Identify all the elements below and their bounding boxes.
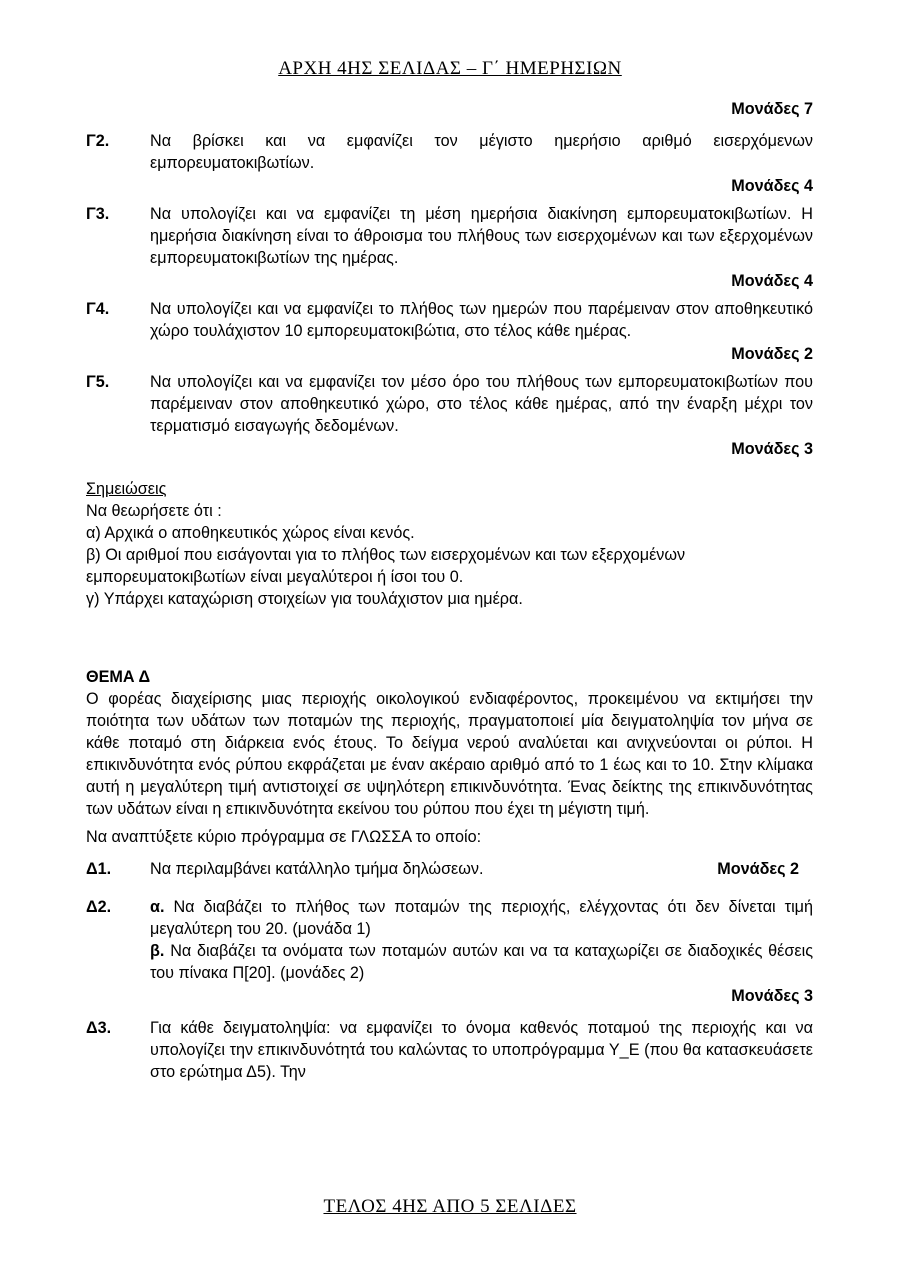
page-header: ΑΡΧΗ 4ΗΣ ΣΕΛΙΔΑΣ – Γ΄ ΗΜΕΡΗΣΙΩΝ — [278, 58, 622, 79]
question-c3 — [86, 203, 813, 269]
theme-d-title: ΘΕΜΑ Δ — [86, 668, 151, 686]
question-c2-label: Γ2. — [86, 132, 110, 150]
note-item: β) Οι αριθμοί που εισάγονται για το πλήθος των εισερχομένων και των εξερχομένων εμπορευματοκιβωτίων είναι μεγαλύτεροι ή ίσοι του 0. — [86, 546, 686, 586]
question-c4-text: Να υπολογίζει και να εμφανίζει το πλήθος των ημερών που παρέμειναν στον αποθηκευτικό χώρο τουλάχιστον 10 εμπορευματοκιβώτια, στο τέλος κάθε ημέρας. — [150, 300, 813, 340]
question-d1 — [86, 858, 813, 880]
theme-d-task: Να αναπτύξετε κύριο πρόγραμμα σε ΓΛΩΣΣΑ το οποίο: — [86, 828, 482, 846]
question-d1-text: Να περιλαμβάνει κατάλληλο τμήμα δηλώσεων. — [150, 860, 484, 878]
page-footer: ΤΕΛΟΣ 4ΗΣ ΑΠΟ 5 ΣΕΛΙΔΕΣ — [323, 1196, 577, 1217]
theme-d-intro: Ο φορέας διαχείρισης μιας περιοχής οικολογικού ενδιαφέροντος, προκειμένου να εκτιμήσει την ποιότητα των υδάτων των ποταμών της περιοχής, πραγματοποιεί μία δειγματοληψία τον μήνα σε κάθε ποταμό στη διάρκεια ενός έτους. Το δείγμα νερού αναλύεται και ανιχνεύονται οι ρύποι. Η επικινδυνότητα ενός ρύπου εκφράζεται με έναν ακέραιο αριθμό από το 1 έως και το 10. Στην κλίμακα αυτή η μεγαλύτερη τιμή αντιστοιχεί σε υψηλότερη επικινδυνότητα. Ένας δείκτης της επικινδυνότητας των υδάτων είναι η επικινδυνότητα εκείνου του ρύπου που έχει τη μέγιστη τιμή. — [86, 690, 813, 818]
question-d2-a — [150, 896, 813, 940]
question-d3 — [86, 1017, 813, 1083]
marks-c5: Μονάδες 3 — [731, 440, 813, 458]
marks-c2: Μονάδες 4 — [731, 177, 813, 195]
question-d2 — [86, 896, 813, 984]
question-c5-text: Να υπολογίζει και να εμφανίζει τον μέσο όρο του πλήθους των εμπορευματοκιβωτίων που παρέμειναν στον αποθηκευτικό χώρο, στο τέλος κάθε ημέρας, από την έναρξη μέχρι τον τερματισμό εισαγωγής δεδομένων. — [150, 373, 813, 435]
question-d2-a-text: Να διαβάζει το πλήθος των ποταμών της περιοχής, ελέγχοντας ότι δεν δίνεται τιμή μεγαλύτερη του 20. (μονάδα 1) — [150, 898, 813, 938]
question-d2-b — [150, 940, 813, 984]
marks-top: Μονάδες 7 — [731, 100, 813, 118]
question-d2-label: Δ2. — [86, 898, 112, 916]
question-d3-text: Για κάθε δειγματοληψία: να εμφανίζει το όνομα καθενός ποταμού της περιοχής και να υπολογίζει την επικινδυνότητά του καλώντας το υποπρόγραμμα Υ_Ε (που θα κατασκευάσετε στο ερώτημα Δ5). Την — [150, 1019, 813, 1081]
page-content — [86, 96, 813, 1083]
notes-intro: Να θεωρήσετε ότι : — [86, 502, 222, 520]
question-d1-label: Δ1. — [86, 860, 112, 878]
question-c5-label: Γ5. — [86, 373, 110, 391]
question-c5 — [86, 371, 813, 437]
marks-c3: Μονάδες 4 — [731, 272, 813, 290]
note-item: γ) Υπάρχει καταχώριση στοιχείων για τουλάχιστον μια ημέρα. — [86, 590, 523, 608]
question-c3-label: Γ3. — [86, 205, 110, 223]
question-c2-text: Να βρίσκει και να εμφανίζει τον μέγιστο ημερήσιο αριθμό εισερχόμενων εμπορευματοκιβωτίων. — [150, 132, 813, 172]
question-c2 — [86, 130, 813, 174]
question-c4 — [86, 298, 813, 342]
question-d2-b-text: Να διαβάζει τα ονόματα των ποταμών αυτών και να τα καταχωρίζει σε διαδοχικές θέσεις του πίνακα Π[20]. (μονάδες 2) — [150, 942, 814, 982]
marks-d2: Μονάδες 3 — [731, 987, 813, 1005]
notes-title: Σημειώσεις — [86, 480, 167, 498]
note-item: α) Αρχικά ο αποθηκευτικός χώρος είναι κενός. — [86, 524, 415, 542]
question-d3-label: Δ3. — [86, 1019, 112, 1037]
question-c3-text: Να υπολογίζει και να εμφανίζει τη μέση ημερήσια διακίνηση εμπορευματοκιβωτίων. Η ημερήσια διακίνηση είναι το άθροισμα του πλήθους των εισερχομένων και των εξερχομένων εμπορευματοκιβωτίων της ημέρας. — [150, 205, 813, 267]
marks-c4: Μονάδες 2 — [731, 345, 813, 363]
question-c4-label: Γ4. — [86, 300, 110, 318]
question-d2-b-label: β. — [150, 942, 165, 960]
marks-d1: Μονάδες 2 — [717, 860, 799, 878]
question-d2-a-label: α. — [150, 898, 165, 916]
